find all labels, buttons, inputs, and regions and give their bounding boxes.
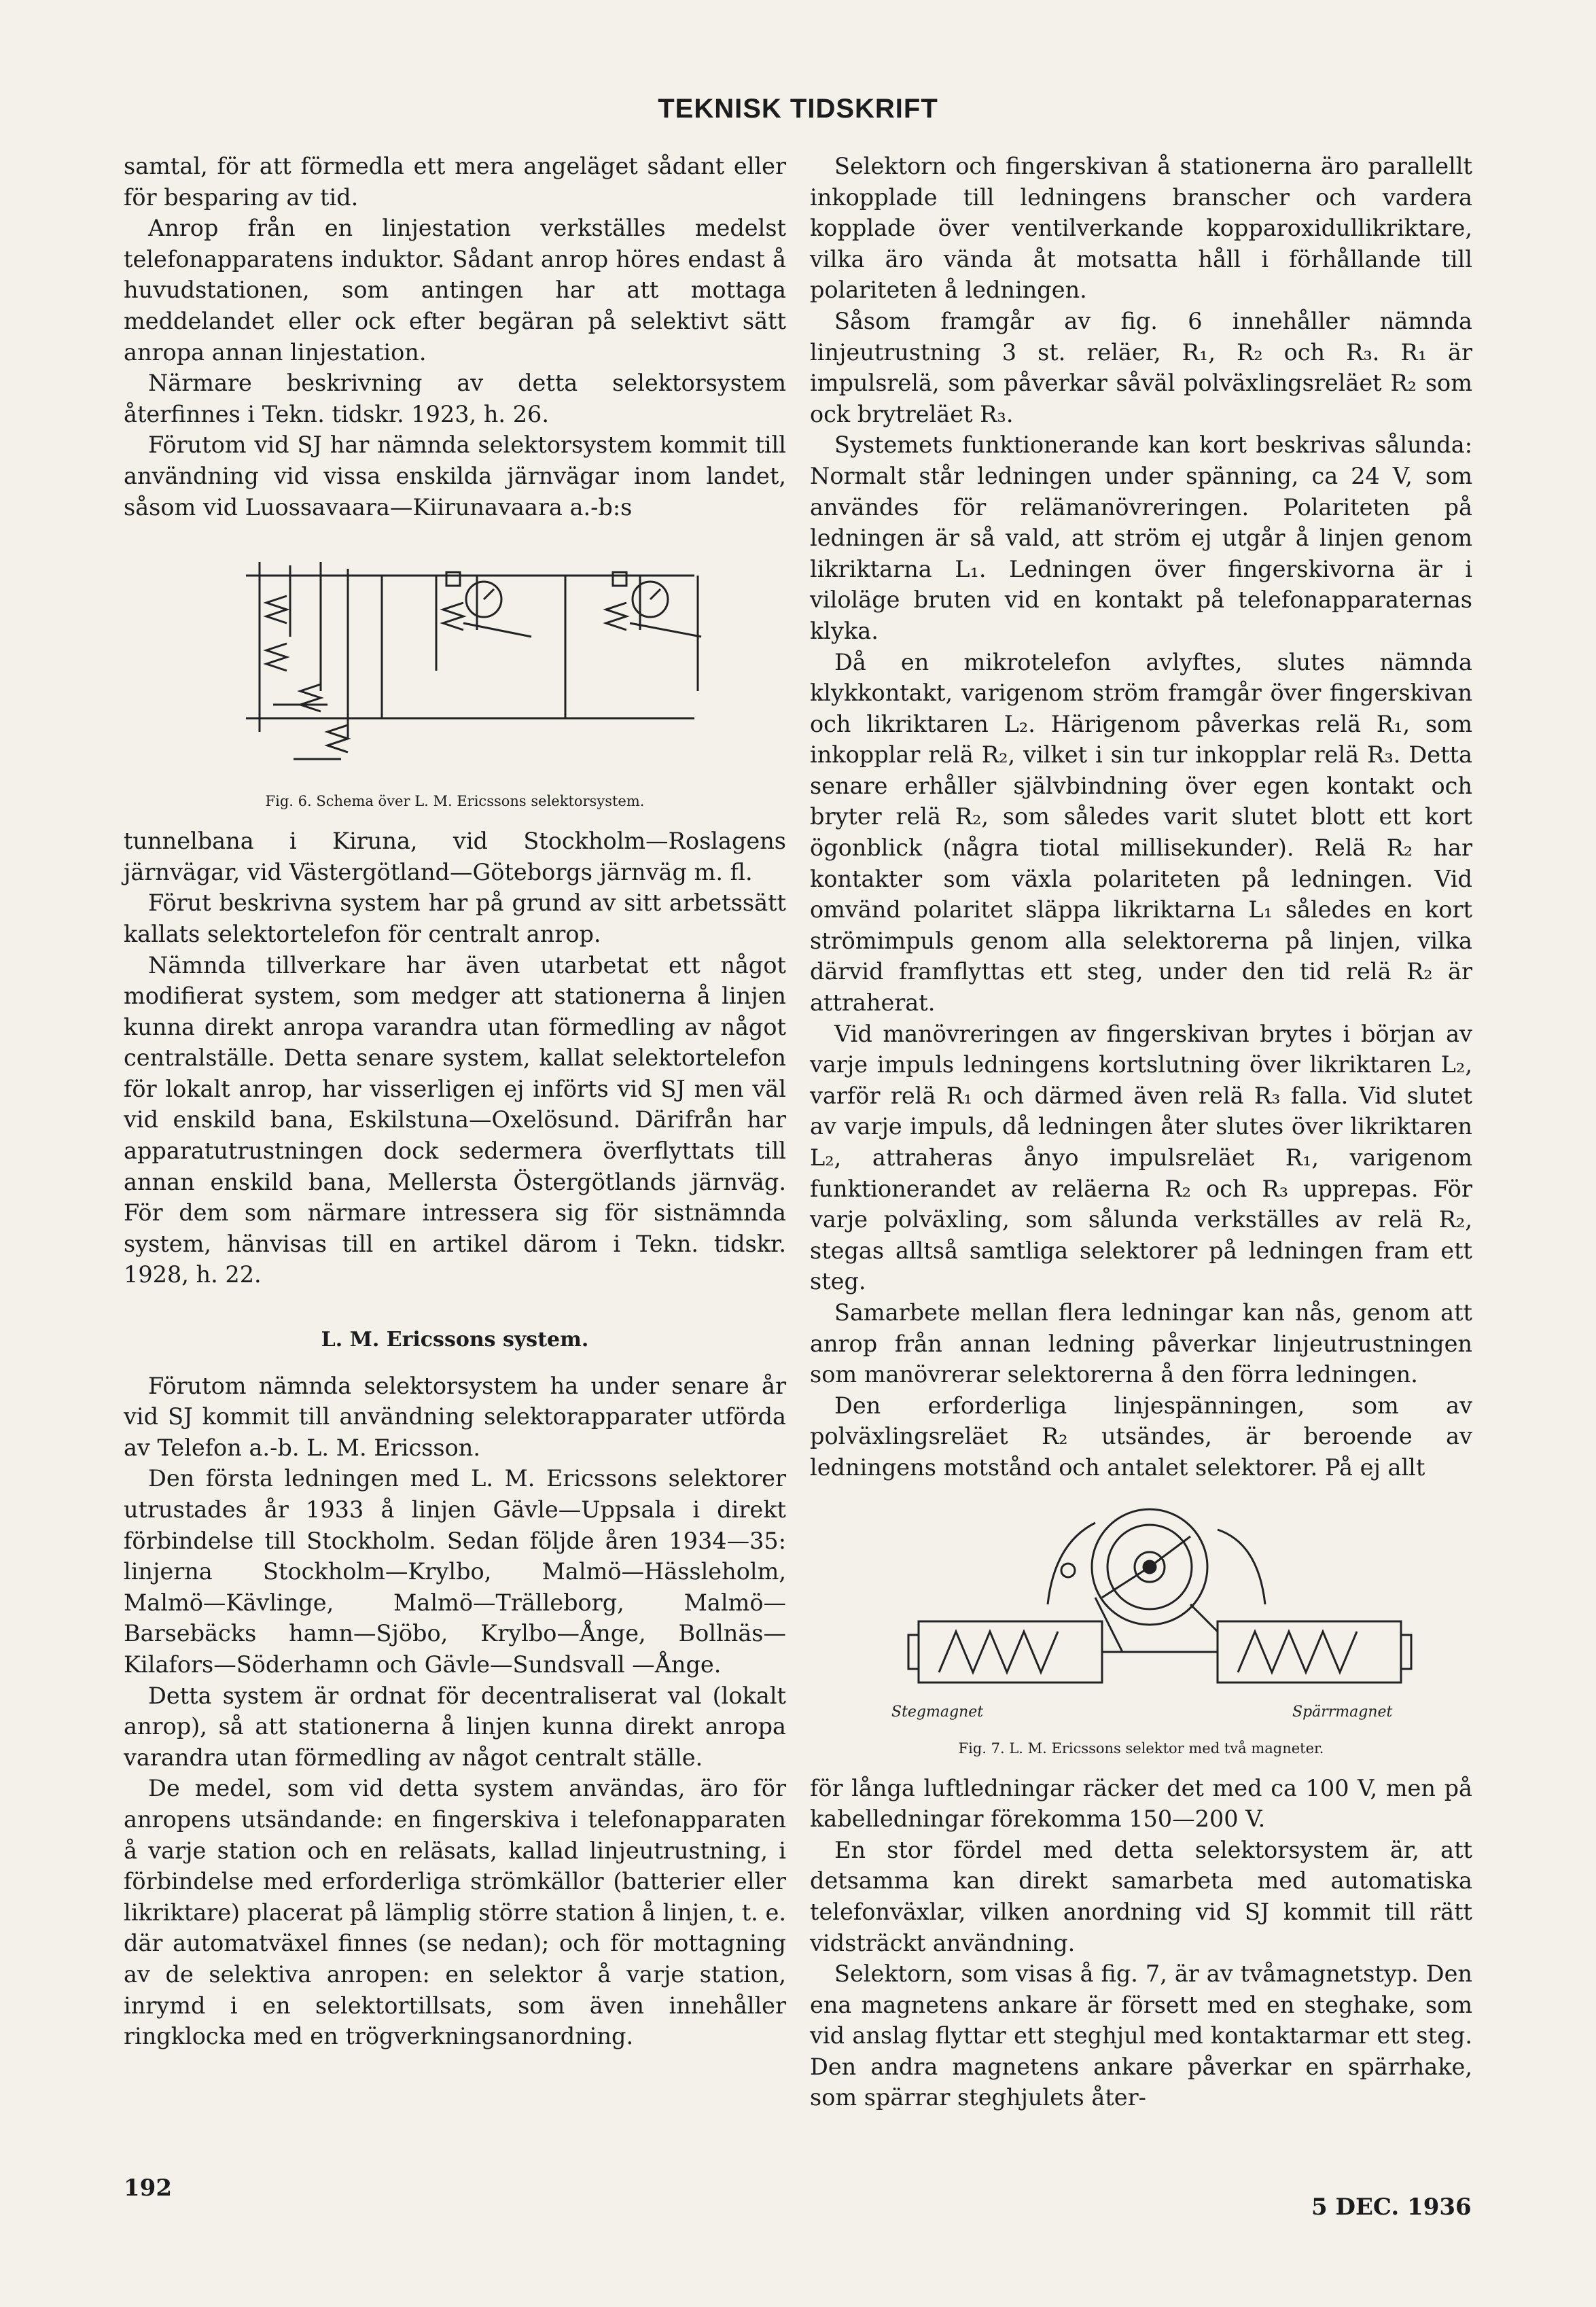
paragraph: för långa luftledningar räcker det med ca 100 V, men på kabelledningar förekomma 150—200 V.: [810, 1774, 1472, 1833]
left-column: [124, 151, 786, 2052]
paragraph: Systemets funktionerande kan kort beskrivas sålunda: Normalt står ledningen under spänning, ca 24 V, som användes för relämanövreringen. Polariteten på ledningen är så vald, att ström ej utgår å linjen genom likriktarna L₁. Ledningen över fingerskivorna är i viloläge bruten vid en kontakt på telefonapparaternas klyka.: [810, 432, 1472, 644]
paragraph: tunnelbana i Kiruna, vid Stockholm—Roslagens järnvägar, vid Västergötland—Göteborgs järnväg m. fl.: [124, 828, 786, 885]
figure-6: [124, 535, 786, 811]
paragraph: Den första ledningen med L. M. Ericssons selektorer utrustades år 1933 å linjen Gävle—Uppsala i direkt förbindelse till Stockholm. Sedan följde åren 1934—35: linjerna Stockholm—Krylbo, Malmö—Hässleholm, Malmö—Kävlinge, Malmö—Trälleborg, Malmö—Barsebäcks hamn—Sjöbo, Krylbo—Ånge, Bollnäs—Kilafors—Söderhamn och Gävle—Sundsvall —Ånge.: [124, 1465, 786, 1678]
paragraph: Selektorn, som visas å fig. 7, är av tvåmagnetstyp. Den ena magnetens ankare är försett med en steghake, som vid anslag flyttar ett steghjul med kontaktarmar ett steg. Den andra magnetens ankare påverkar en spärrhake, som spärrar steghjulets åter-: [810, 1960, 1472, 2111]
figure-6-caption: Fig. 6. Schema över L. M. Ericssons selektorsystem.: [265, 793, 645, 810]
figure-7-caption: Fig. 7. L. M. Ericssons selektor med två magneter.: [958, 1740, 1324, 1757]
paragraph: Den erforderliga linjespänningen, som av polväxlingsreläet R₂ utsändes, är beroende av ledningens motstånd och antalet selektorer. På ej allt: [810, 1392, 1472, 1481]
figure-7-label-sparrmagnet: Spärrmagnet: [1292, 1703, 1393, 1721]
paragraph: Nämnda tillverkare har även utarbetat ett något modifierat system, som medger att stationerna å linjen kunna direkt anropa varandra utan förmedling av något centralställe. Detta senare system, kallat selektortelefon för lokalt anrop, har visserligen ej införts vid SJ men väl vid enskild bana, Eskilstuna—Oxelösund. Därifrån har apparatutrustningen dock sedermera överflyttats till annan enskild bana, Mellersta Östergötlands järnväg. För dem som närmare intressera sig för sistnämnda system, hänvisas till en artikel därom i Tekn. tidskr. 1928, h. 22.: [124, 951, 786, 1288]
section-heading: L. M. Ericssons system.: [321, 1328, 589, 1352]
paragraph: En stor fördel med detta selektorsystem är, att detsamma kan direkt samarbeta med automatiska telefonväxlar, vilken anordning vid SJ kommit till rätt vidsträckt användning.: [810, 1836, 1472, 1956]
paragraph: samtal, för att förmedla ett mera angeläget sådant eller för besparing av tid.: [124, 153, 786, 211]
paragraph: Förutom vid SJ har nämnda selektorsystem kommit till användning vid vissa enskilda järnvägar inom landet, såsom vid Luossavaara—Kiirunavaara a.-b:s: [124, 432, 786, 521]
paragraph: Samarbete mellan flera ledningar kan nås, genom att anrop från annan ledning påverkar linjeutrustningen som manövrerar selektorerna å den förra ledningen.: [810, 1299, 1472, 1388]
paragraph: Vid manövreringen av fingerskivan brytes i början av varje impuls ledningens kortslutning över likriktaren L₂, varför relä R₁ och därmed även relä R₃ falla. Vid slutet av varje impuls, då ledningen åter slutes över likriktaren L₂, attraheras ånyo impulsreläet R₁, varigenom funktionerandet av reläerna R₂ och R₃ upprepas. För varje polväxling, som sålunda verkställes av relä R₂, stegas alltså samtliga selektorer på ledningen fram ett steg.: [810, 1020, 1472, 1295]
paragraph: Närmare beskrivning av detta selektorsystem återfinnes i Tekn. tidskr. 1923, h. 26.: [124, 370, 786, 427]
paragraph: Anrop från en linjestation verkställes medelst telefonapparatens induktor. Sådant anrop höres endast å huvudstationen, som antingen har att mottaga meddelandet eller ock efter begäran på selektivt sätt anropa annan linjestation.: [124, 215, 786, 366]
page-number: 192: [124, 2174, 172, 2202]
figure-6-schematic: [124, 535, 786, 786]
issue-date: 5 DEC. 1936: [1311, 2194, 1472, 2221]
paragraph: Selektorn och fingerskivan å stationerna äro parallellt inkopplade till ledningens branscher och vardera kopplade över ventilverkande kopparoxidullikriktare, vilka äro vända åt motsatta håll i förhållande till polariteten å ledningen.: [810, 153, 1472, 304]
paragraph: Detta system är ordnat för decentraliserat val (lokalt anrop), så att stationerna å linjen kunna direkt anropa varandra utan förmedling av något centralt ställe.: [124, 1682, 786, 1771]
figure-7: [810, 1496, 1472, 1758]
figure-7-label-stegmagnet: Stegmagnet: [891, 1703, 984, 1721]
paragraph: Såsom framgår av fig. 6 innehåller nämnda linjeutrustning 3 st. reläer, R₁, R₂ och R₃. R₁ är impulsrelä, som påverkar såväl polväxlingsreläet R₂ som ock brytreläet R₃.: [810, 307, 1472, 427]
paragraph: Förutom nämnda selektorsystem ha under senare år vid SJ kommit till användning selektorapparater utförda av Telefon a.-b. L. M. Ericsson.: [124, 1372, 786, 1461]
journal-title: TEKNISK TIDSKRIFT: [658, 94, 938, 124]
paragraph: De medel, som vid detta system användas, äro för anropens utsändande: en fingerskiva i telefonapparaten å varje station och en reläsats, kallad linjeutrustning, i förbindelse med erforderliga strömkällor (batterier eller likriktare) placerat på lämplig större station å linjen, t. e. där automatväxel finnes (se nedan); och för mottagning av de selektiva anropen: en selektor å varje station, inrymd i en selektortillsats, som även innehåller ringklocka med en trögverkningsanordning.: [124, 1775, 786, 2050]
right-column: [810, 151, 1472, 2113]
figure-7-drawing: [810, 1496, 1472, 1733]
paragraph: Förut beskrivna system har på grund av sitt arbetssätt kallats selektortelefon för centralt anrop.: [124, 890, 786, 947]
paragraph: Då en mikrotelefon avlyftes, slutes nämnda klykkontakt, varigenom ström framgår över fingerskivan och likriktaren L₂. Härigenom påverkas relä R₁, som inkopplar relä R₂, vilket i sin tur inkopplar relä R₃. Detta senare erhåller självbindning över egen kontakt och bryter relä R₂, som således varit slutet blott ett kort ögonblick (några tiotal millisekunder). Relä R₂ har kontakter som växla polariteten på ledningen. Vid omvänd polaritet släppa likriktarna L₁ således en kort strömimpuls genom alla selektorerna på linjen, vilka därvid framflyttas ett steg, under den tid relä R₂ är attraherat.: [810, 648, 1472, 1017]
